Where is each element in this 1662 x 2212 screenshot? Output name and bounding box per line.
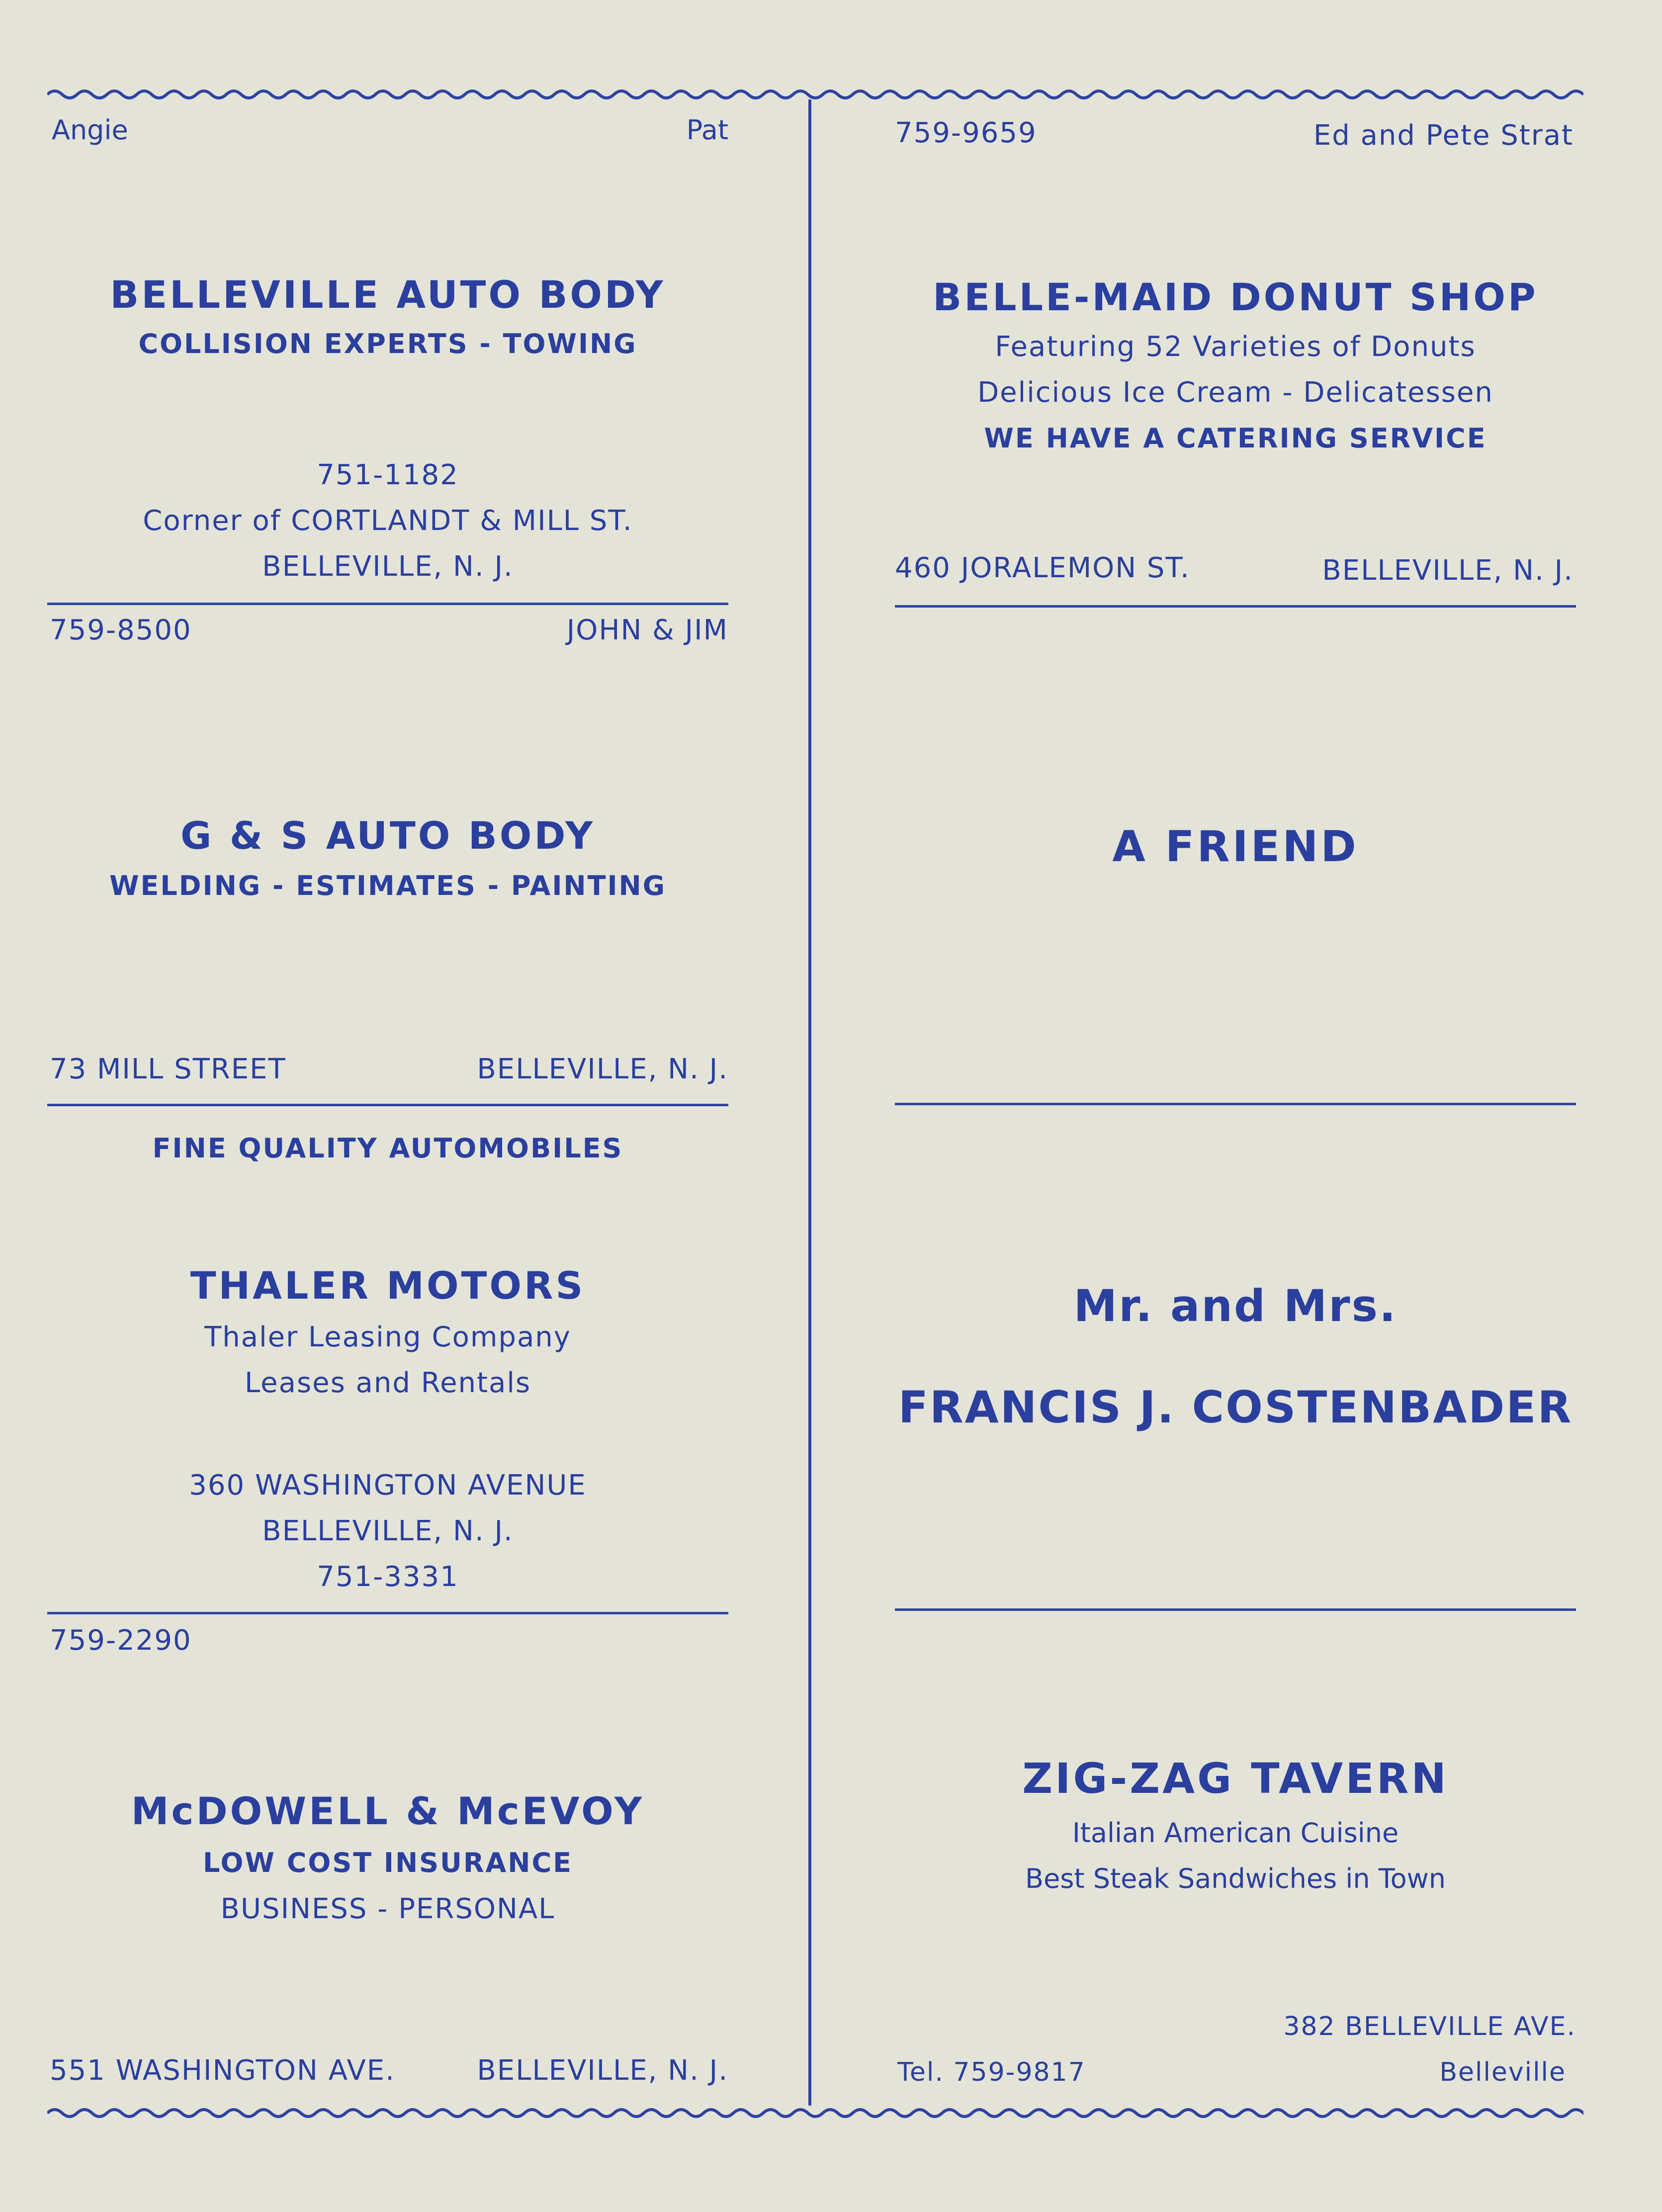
- ad3-line2: Leases and Rentals: [244, 1367, 531, 1399]
- ad3-phone: 751-3331: [317, 1561, 459, 1593]
- r-ad1-subtitle: WE HAVE A CATERING SERVICE: [984, 423, 1487, 454]
- ad1-title: BELLEVILLE AUTO BODY: [110, 272, 666, 317]
- r-ad4-title: ZIG-ZAG TAVERN: [1022, 1754, 1449, 1803]
- ad1-right-name: Pat: [686, 114, 728, 146]
- ad2-address: 73 MILL STREET: [50, 1053, 286, 1085]
- ad4-title: McDOWELL & McEVOY: [131, 1789, 645, 1833]
- top-wavy-border: [47, 85, 1583, 104]
- ad2-names: JOHN & JIM: [566, 614, 728, 646]
- r-ad4-line2: Best Steak Sandwiches in Town: [1025, 1863, 1446, 1894]
- ad2-phone: 759-8500: [50, 614, 192, 646]
- ad2-subtitle: WELDING - ESTIMATES - PAINTING: [109, 870, 667, 901]
- r-ad1-phone: 759-9659: [895, 117, 1037, 149]
- r-ad1-line1: Featuring 52 Varieties of Donuts: [995, 331, 1476, 363]
- r-ad3-line1: Mr. and Mrs.: [1073, 1280, 1398, 1331]
- ad3-tagline: FINE QUALITY AUTOMOBILES: [152, 1133, 623, 1164]
- ad4-line: BUSINESS - PERSONAL: [220, 1893, 555, 1925]
- ad1-address: Corner of CORTLANDT & MILL ST.: [143, 505, 633, 537]
- r-ad1-address: 460 JORALEMON ST.: [895, 552, 1190, 584]
- r-ad4-address: 382 BELLEVILLE AVE.: [1283, 2012, 1576, 2041]
- r-ad4-tel: Tel. 759-9817: [897, 2057, 1086, 2087]
- ad3-title: THALER MOTORS: [190, 1263, 586, 1308]
- r-ad3-rule: [895, 1608, 1576, 1611]
- ad1-rule: [47, 603, 728, 605]
- ad3-line1: Thaler Leasing Company: [204, 1321, 571, 1353]
- ad1-left-name: Angie: [52, 114, 128, 146]
- r-ad1-rule: [895, 605, 1576, 608]
- ad2-city: BELLEVILLE, N. J.: [477, 1053, 728, 1085]
- r-ad4-city: Belleville: [1439, 2057, 1566, 2087]
- r-ad3-line2: FRANCIS J. COSTENBADER: [898, 1382, 1573, 1433]
- ad4-phone: 759-2290: [50, 1624, 192, 1657]
- r-ad2-title: A FRIEND: [1112, 822, 1359, 872]
- r-ad1-line2: Delicious Ice Cream - Delicatessen: [977, 376, 1493, 409]
- ad4-city: BELLEVILLE, N. J.: [477, 2054, 728, 2087]
- r-ad1-city: BELLEVILLE, N. J.: [1322, 554, 1574, 587]
- ad1-phone: 751-1182: [317, 459, 459, 491]
- ad3-city: BELLEVILLE, N. J.: [262, 1515, 514, 1547]
- ad2-rule: [47, 1104, 728, 1106]
- ad4-address: 551 WASHINGTON AVE.: [50, 2054, 395, 2087]
- ad1-subtitle: COLLISION EXPERTS - TOWING: [138, 328, 637, 359]
- bottom-wavy-border: [47, 2103, 1583, 2123]
- r-ad4-line1: Italian American Cuisine: [1072, 1817, 1399, 1849]
- ad1-city: BELLEVILLE, N. J.: [262, 550, 514, 583]
- ad2-title: G & S AUTO BODY: [180, 813, 595, 858]
- r-ad1-names: Ed and Pete Strat: [1313, 119, 1574, 152]
- column-divider: [808, 99, 811, 2106]
- ad3-rule: [47, 1612, 728, 1614]
- r-ad2-rule: [895, 1103, 1576, 1105]
- ad3-address: 360 WASHINGTON AVENUE: [189, 1469, 587, 1502]
- ad4-subtitle: LOW COST INSURANCE: [203, 1847, 573, 1878]
- r-ad1-title: BELLE-MAID DONUT SHOP: [933, 275, 1538, 319]
